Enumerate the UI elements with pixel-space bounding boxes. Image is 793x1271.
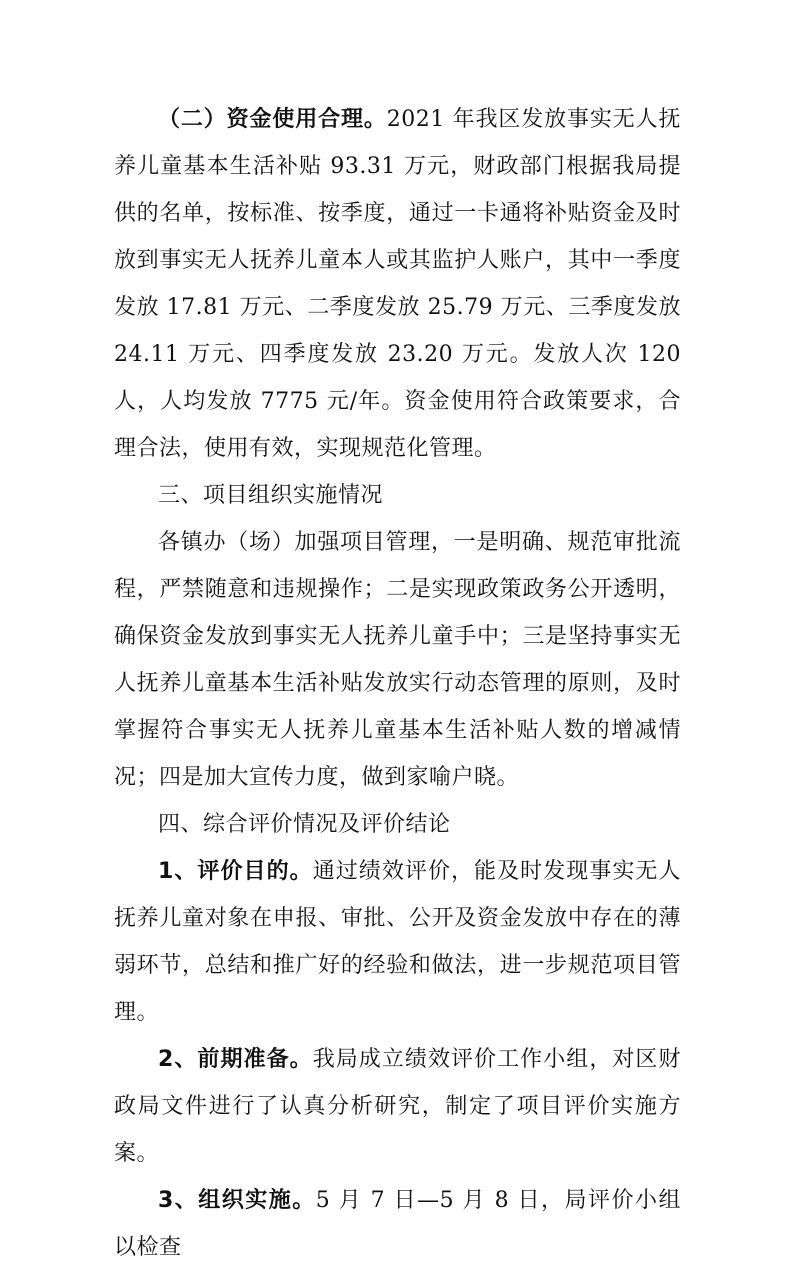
paragraph-implementation: 各镇办（场）加强项目管理，一是明确、规范审批流程，严禁随意和违规操作；二是实现政策政务公开透明，确保资金发放到事实无人抚养儿童手中；三是坚持事实无人抚养儿童基本生活补贴发放实行动态管理的原则，及时掌握符合事实无人抚养儿童基本生活补贴人数的增减情况；四是加大宣传力度，做到家喻户晓。 [114,530,681,790]
paragraph-lead-organization: 3、组织实施。 [158,1188,316,1213]
paragraph-funds-usage [114,96,681,472]
paragraph-lead-evaluation-purpose: 1、评价目的。 [158,859,313,884]
paragraph-text-organization: 5 月 7 日—5 月 8 日，局评价小组以检查 [114,1188,682,1260]
section-heading-implementation: 三、项目组织实施情况 [158,483,384,508]
paragraph-text-evaluation-purpose: 通过绩效评价，能及时发现事实无人抚养儿童对象在申报、审批、公开及资金发放中存在的薄弱环节，总结和推广好的经验和做法，进一步规范项目管理。 [114,859,681,1025]
paragraph-organization [114,1177,681,1271]
paragraph-preparation [114,1036,681,1177]
paragraph-text-funds-usage: 2021 年我区发放事实无人抚养儿童基本生活补贴 93.31 万元，财政部门根据我局提供的名单，按标准、按季度，通过一卡通将补贴资金及时放到事实无人抚养儿童本人或其监护人账户，其中一季度发放 17.81 万元、二季度发放 25.79 万元、三季度发放 24.11 万元、四季度发放 23.20 万元。发放人次 120 人，人均发放 7775 元/年。资金使用符合政策要求，合理合法，使用有效，实现规范化管理。 [114,107,681,461]
paragraph-lead-preparation: 2、前期准备。 [158,1047,313,1072]
paragraph-text-preparation: 我局成立绩效评价工作小组，对区财政局文件进行了认真分析研究，制定了项目评价实施方案。 [114,1047,681,1166]
section-heading-evaluation: 四、综合评价情况及评价结论 [158,812,451,837]
paragraph-evaluation-purpose [114,848,681,1036]
paragraph-lead-funds-usage: （二）资金使用合理。 [158,107,387,132]
